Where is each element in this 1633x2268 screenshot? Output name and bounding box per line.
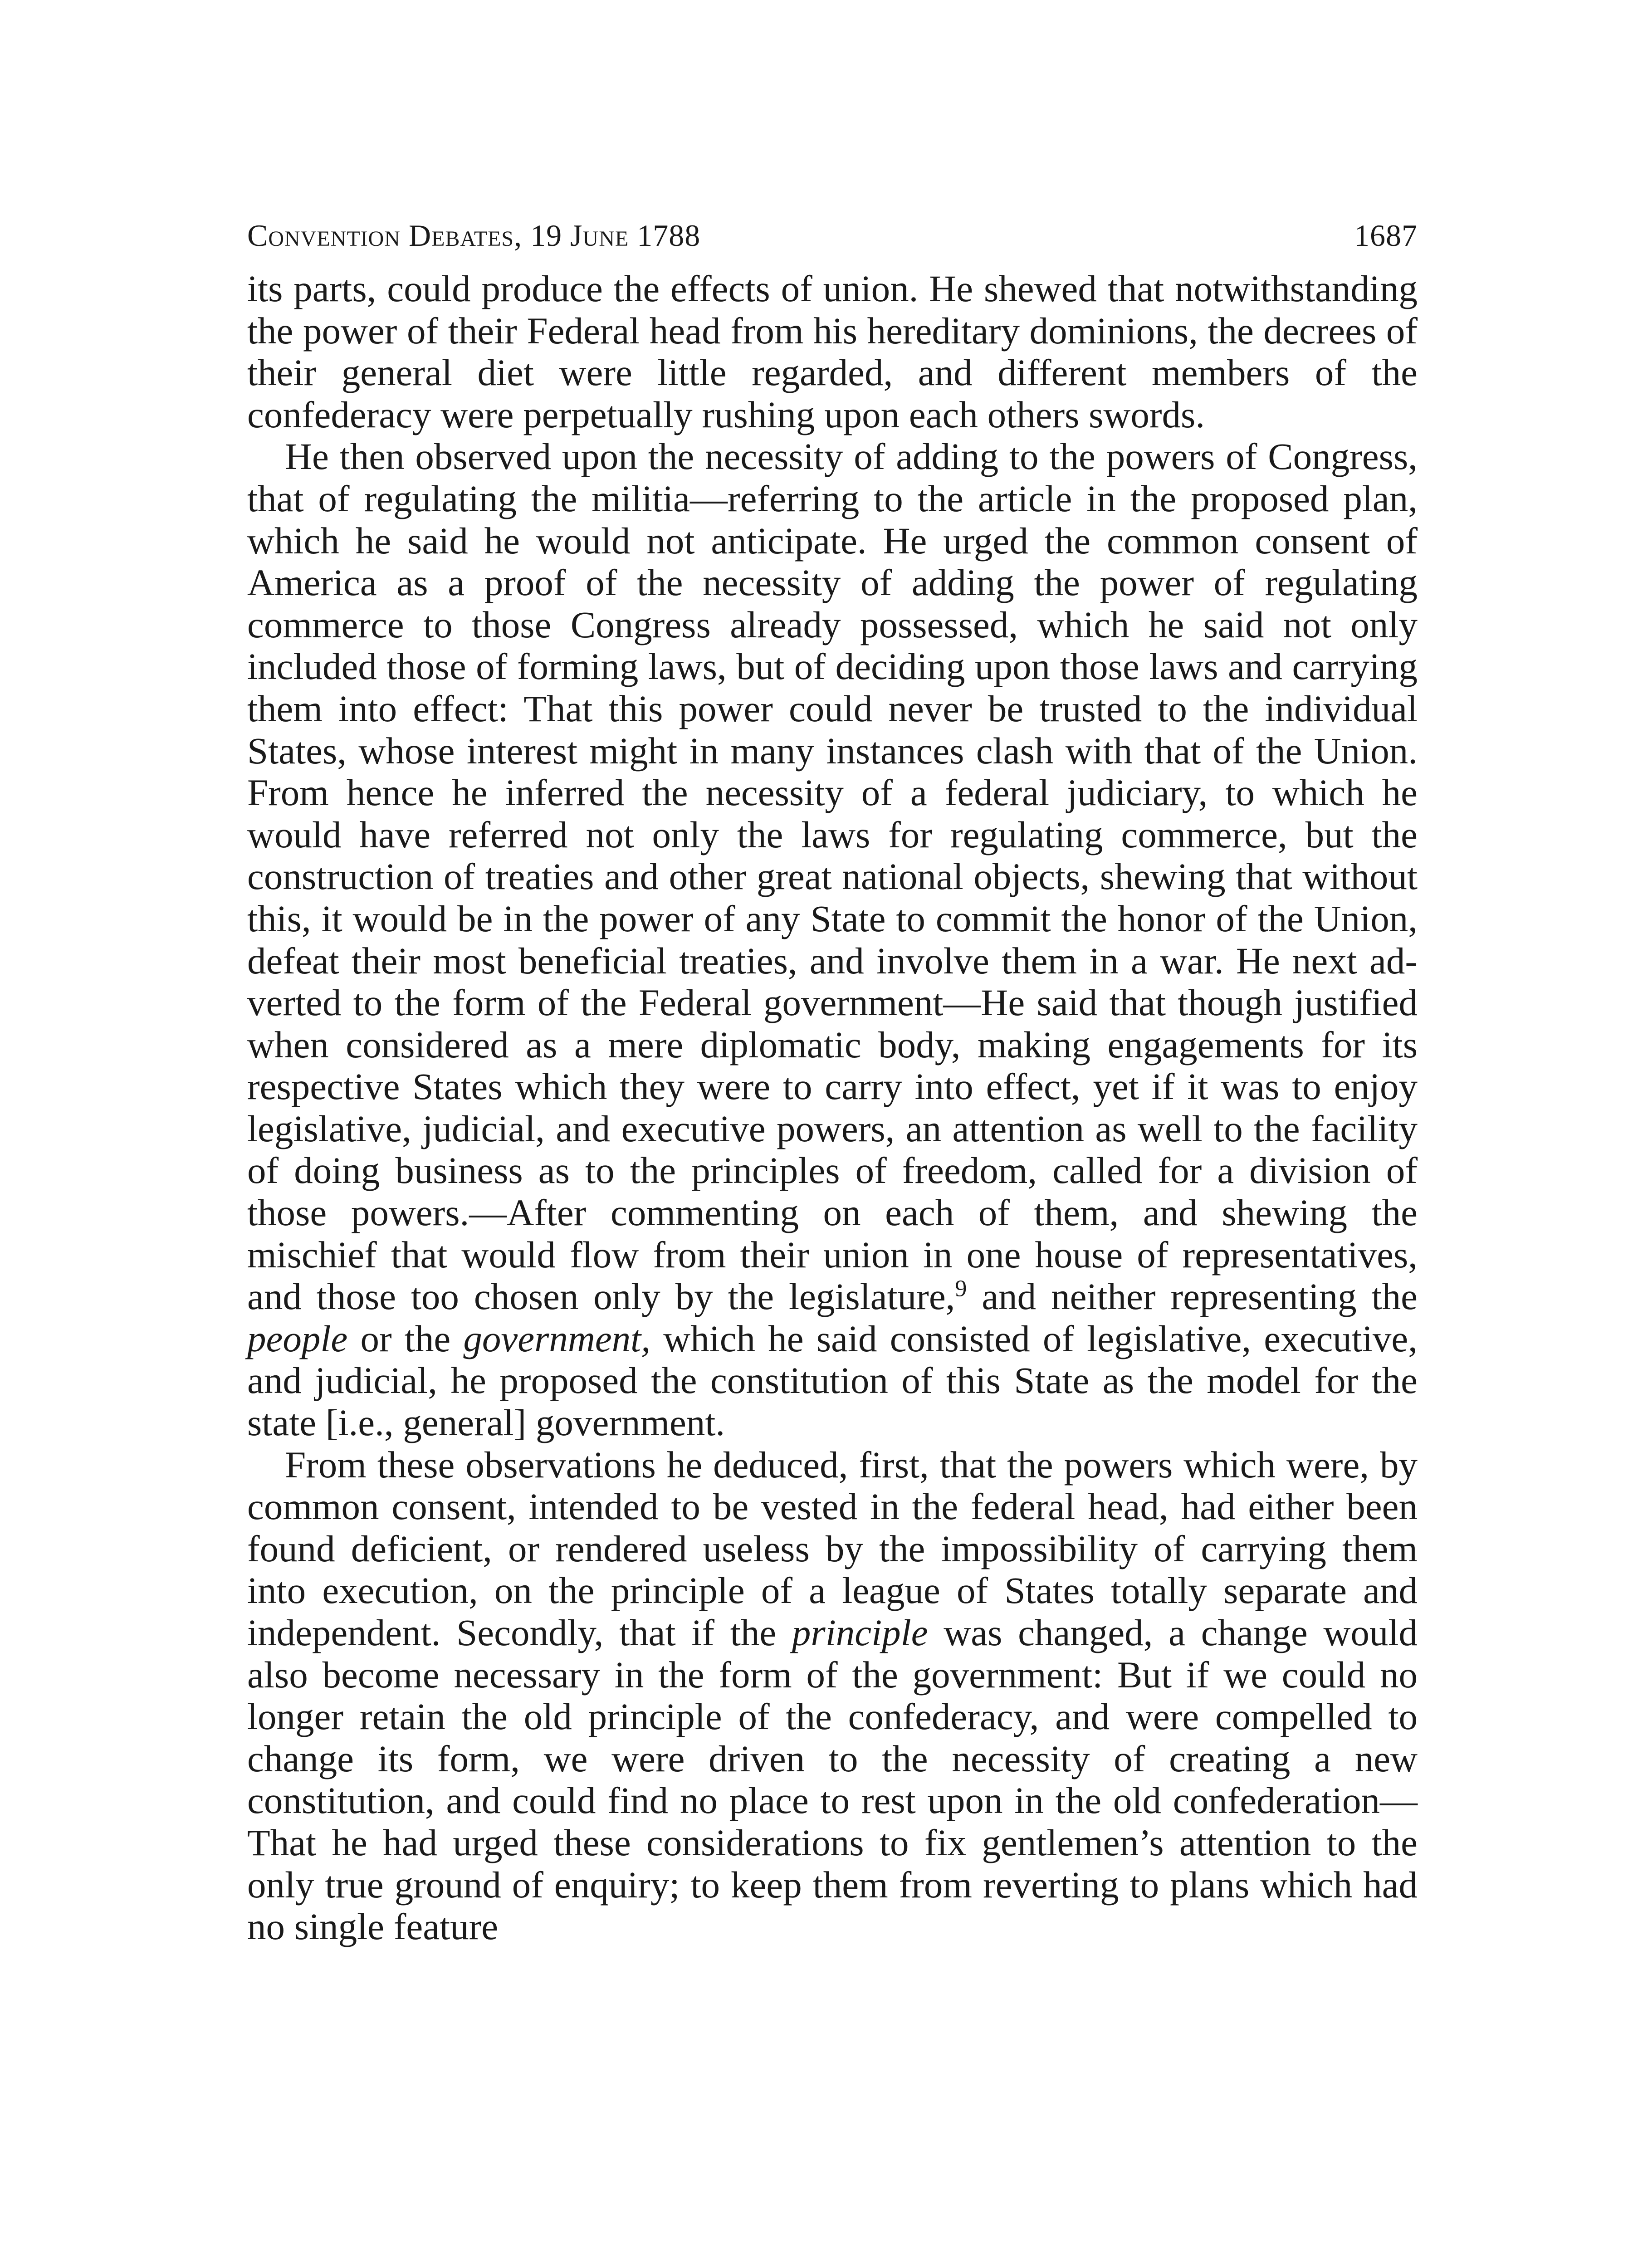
paragraph-2-text-3: or the <box>347 1317 464 1359</box>
paragraph-2-text-4: which he said consisted of legislative, executive, and judicial, he proposed the constitution of this State as the model for the state [i.e., general] government. <box>247 1317 1418 1444</box>
page-number: 1687 <box>1354 218 1418 253</box>
paragraph-1: its parts, could produce the effects of union. He shewed that notwithstanding the power of their Federal head from his hereditary dominions, the decrees of their general diet were little regarded, and different members of the confederacy were perpetually rushing upon each others swords. <box>247 268 1418 435</box>
paragraph-3-italic-principle: principle <box>792 1612 928 1653</box>
document-page <box>247 218 1418 1948</box>
running-head <box>247 218 1418 268</box>
paragraph-3 <box>247 1444 1418 1948</box>
footnote-reference: 9 <box>955 1276 967 1302</box>
paragraph-2-italic-people: people <box>247 1317 348 1359</box>
running-head-title: Convention Debates, 19 June 1788 <box>247 218 701 253</box>
paragraph-3-text-2: was changed, a change would also become necessary in the form of the government: But if we could no longer retain the old principle of the confederacy, and were compelled to change its form, we were driven to the necessity of creating a new constitution, and could find no place to rest upon in the old confederation—That he had urged these considerations to fix gentlemen’s attention to the only true ground of enquiry; to keep them from reverting to plans which had no single feature <box>247 1612 1418 1948</box>
paragraph-2-text-2: and neither representing the <box>967 1276 1418 1318</box>
paragraph-2-text-1: He then observed upon the necessity of adding to the powers of Congress, that of regulating the militia—referring to the article in the proposed plan, which he said he would not anticipate. He urged the common consent of America as a proof of the necessity of adding the power of regulating commerce to those Congress already possessed, which he said not only included those of forming laws, but of deciding upon those laws and carrying them into effect: That this power could never be trusted to the individual States, whose interest might in many instances clash with that of the Union. From hence he inferred the necessity of a federal judiciary, to which he would have referred not only the laws for regulating commerce, but the construction of treaties and other great national objects, shewing that without this, it would be in the power of any State to commit the honor of the Union, defeat their most beneficial treaties, and involve them in a war. He next adverted to the form of the Federal government—He said that though justified when considered as a mere diplomatic body, making engagements for its respective States which they were to carry into effect, yet if it was to enjoy legislative, judicial, and executive powers, an attention as well to the facility of doing business as to the principles of freedom, called for a division of those powers.—After commenting on each of them, and shewing the mischief that would flow from their union in one house of representatives, and those too chosen only by the legislature, <box>247 435 1418 1318</box>
paragraph-2-italic-government: government, <box>463 1317 650 1359</box>
body-text <box>247 268 1418 1948</box>
paragraph-3-text-1: From these observations he deduced, first, that the powers which were, by common consent, intended to be vested in the federal head, had either been found deficient, or rendered useless by the impossibility of carrying them into execution, on the principle of a league of States totally separate and independent. Secondly, that if the <box>247 1443 1418 1653</box>
paragraph-2 <box>247 435 1418 1443</box>
